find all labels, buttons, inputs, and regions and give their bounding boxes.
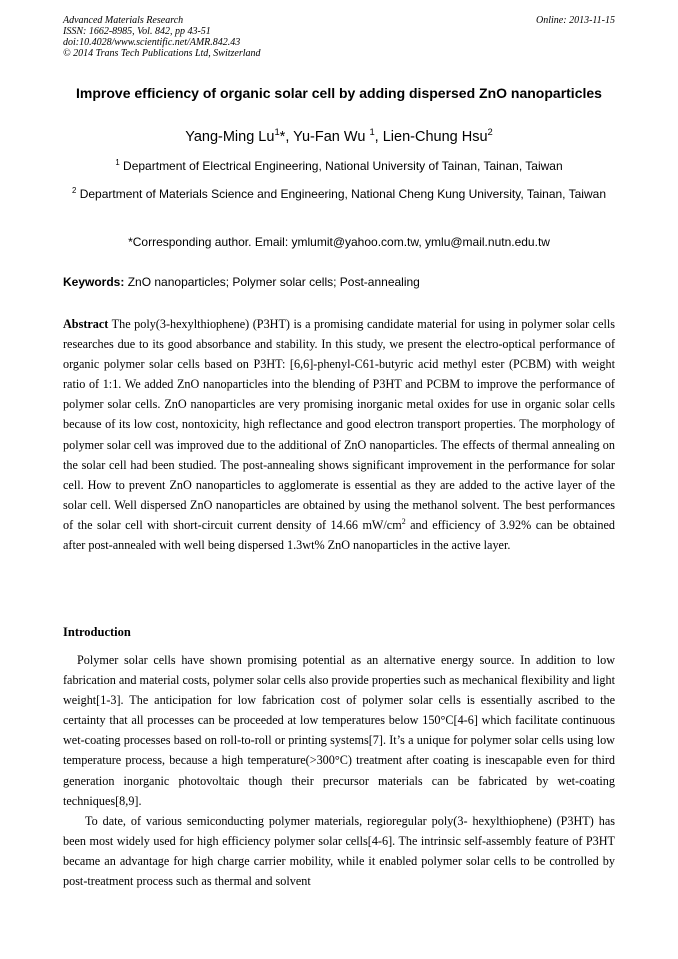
issn-line: ISSN: 1662-8985, Vol. 842, pp 43-51 (63, 26, 211, 37)
affiliation-number: 1 (115, 158, 120, 167)
paper-title: Improve efficiency of organic solar cell by adding dispersed ZnO nanoparticles (76, 85, 602, 101)
corresponding-mark: * (279, 129, 286, 145)
author-list: Yang-Ming Lu$^1$*, Yu-Fan Wu $^1$, Lien-Chung Hsu$^2$ (185, 126, 493, 145)
paragraph: Polymer solar cells have shown promising potential as an alternative energy source. In addition to low fabrication and material costs, polymer solar cells also provide properties such as mechanical flexibility and light weight[1-3]. The anticipation for low fabrication cost of polymer solar cells is essentially ascribed to the certainty that all processes can be proceeded at low temperatures below 150°C[4-6] which facilitate continuous wet-coating processes based on roll-to-roll or printing systems[7]. It’s a unique for polymer solar cells using low temperature process, because a high temperature(>300°C) treatment after coating is inescapable even for third generation inorganic photovoltaic though their precursor materials can be fabricated by wet-coating techniques[8,9]. (63, 653, 615, 808)
keywords (63, 273, 615, 291)
author-affiliation-mark: 1 (369, 126, 375, 138)
abstract-text-end: and efficiency of 3.92% can be obtained after post-annealed with well being dispersed 1.3wt% ZnO nanoparticles in the active layer. (63, 517, 615, 553)
doi-line: doi:10.4028/www.scientific.net/AMR.842.43 (63, 37, 241, 48)
affiliation-text: Department of Electrical Engineering, National University of Tainan, Tainan, Taiwan (123, 159, 563, 173)
affiliation-number: 2 (72, 186, 77, 195)
abstract-text: The poly(3-hexylthiophene) (P3HT) is a promising candidate material for using in polymer solar cells researches due to its good absorbance and stability. In this study, we present the electro-optical performance of organic polymer solar cells based on P3HT: [6,6]-phenyl-C61-butyric acid methyl ester (PCBM) with weight ratio of 1:1. We added ZnO nanoparticles into the blending of P3HT and PCBM to improve the performance of polymer solar cells. ZnO nanoparticles are very promising inorganic metal oxides for use in organic solar cells because of its low cost, nontoxicity, high reflectance and good electron transport properties. The morphology of polymer solar cell was improved due to the additional of ZnO nanoparticles. The effects of thermal annealing on the solar cell had been studied. The post-annealing shows significant improvement in the performance for solar cell. How to prevent ZnO nanoparticles to agglomerate is essential as they are added to the active layer of the solar cell. Well dispersed ZnO nanoparticles are obtained by using the methanol solvent. The best performances of the solar cell with short-circuit current density of 14.66 mW/cm (63, 317, 615, 532)
abstract-label: Abstract (63, 317, 109, 331)
copyright-line: © 2014 Trans Tech Publications Ltd, Switzerland (63, 48, 261, 59)
corresponding-author: *Corresponding author. Email: ymlumit@yahoo.com.tw, ymlu@mail.nutn.edu.tw (128, 235, 550, 249)
author-name: Lien-Chung Hsu (382, 129, 488, 145)
journal-name: Advanced Materials Research (63, 15, 184, 26)
affiliation-2 (70, 184, 608, 205)
introduction-body (63, 650, 615, 891)
author-affiliation-mark: 1 (274, 126, 280, 138)
online-date: Online: 2013-11-15 (536, 15, 615, 26)
author-name: Yang-Ming Lu (185, 129, 275, 145)
keywords-label: Keywords: (63, 275, 125, 289)
author-affiliation-mark: 2 (487, 126, 493, 138)
author-name: Yu-Fan Wu (293, 129, 366, 145)
section-heading-introduction: Introduction (63, 625, 131, 639)
abstract-superscript: 2 (401, 516, 406, 526)
abstract (63, 314, 615, 555)
affiliation-text: Department of Materials Science and Engineering, National Cheng Kung University, Tainan, Taiwan (79, 187, 606, 201)
paragraph: To date, of various semiconducting polymer materials, regioregular poly(3- hexylthiophene) (P3HT) has been most widely used for high efficiency polymer solar cells[4-6]. The intrinsic self-assembly feature of P3HT became an advantage for high charge carrier mobility, while it enabled polymer solar cells to be controlled by post-treatment process such as thermal and solvent (63, 813, 615, 889)
keywords-text: ZnO nanoparticles; Polymer solar cells; Post-annealing (127, 275, 420, 289)
running-header (63, 15, 615, 59)
affiliation-1 (70, 156, 608, 177)
